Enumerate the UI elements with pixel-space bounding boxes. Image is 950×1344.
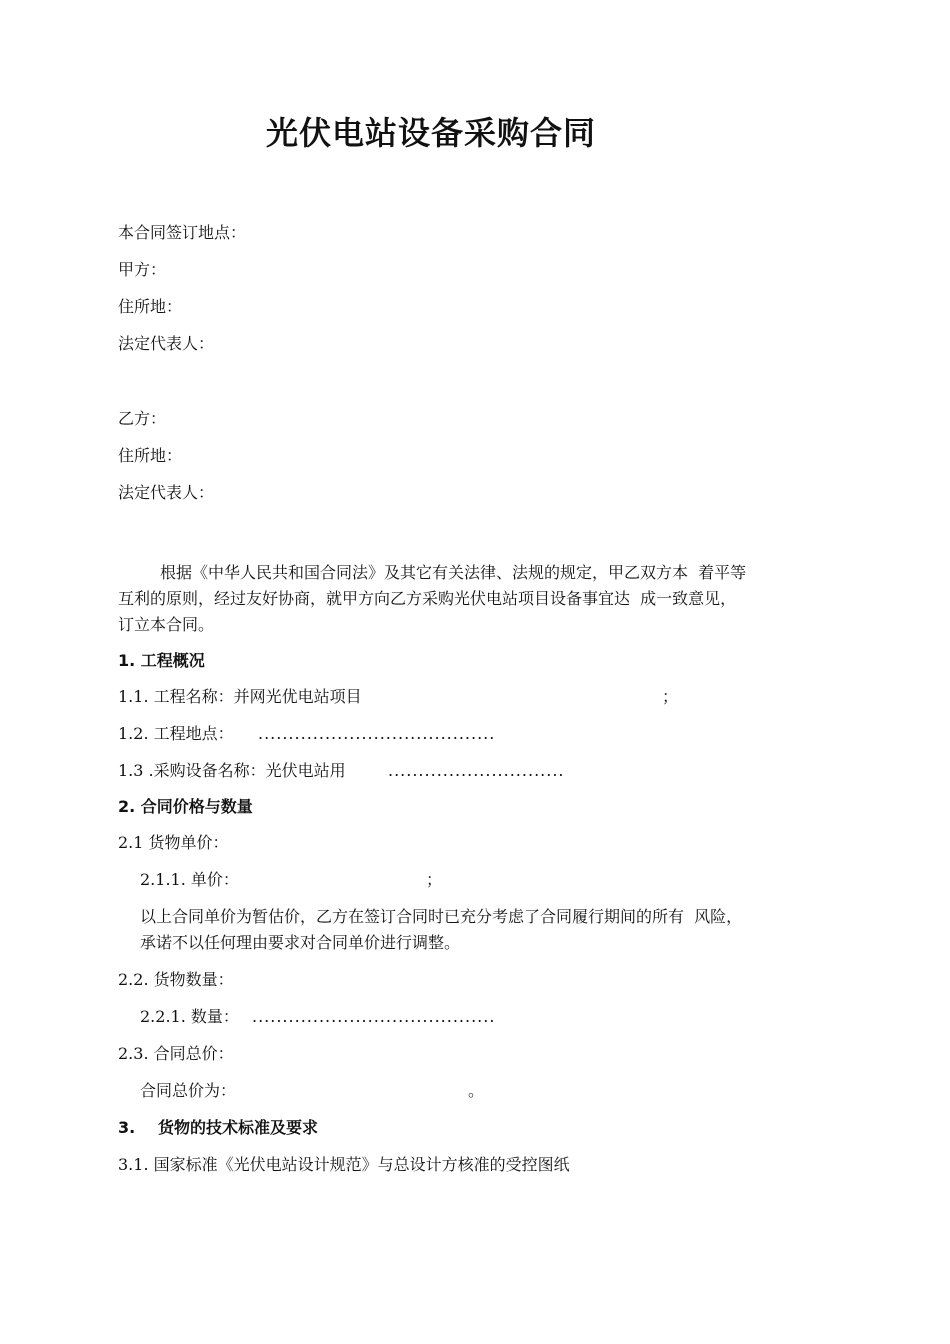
section-1-heading: 1. 工程概况 bbox=[118, 651, 205, 670]
party-a-label: 甲方： bbox=[118, 260, 167, 279]
party-b-address-label: 住所地： bbox=[118, 446, 183, 465]
document-title: 光伏电站设备采购合同 bbox=[266, 114, 597, 152]
total-price-heading: 2.3. 合同总价： bbox=[118, 1044, 234, 1063]
section-3-heading: 货物的技术标准及要求 bbox=[158, 1118, 319, 1137]
intro-line-1: 根据《中华人民共和国合同法》及其它有关法律、法规的规定，甲乙双方本 着平等 bbox=[160, 563, 747, 582]
total-price-label: 合同总价为： bbox=[140, 1081, 237, 1100]
equipment-name-label: 1.3 .采购设备名称：光伏电站用 bbox=[118, 761, 346, 780]
technical-standard-item: 3.1. 国家标准《光伏电站设计规范》与总设计方核准的受控图纸 bbox=[118, 1155, 570, 1174]
price-note-line-1: 以上合同单价为暂估价，乙方在签订合同时已充分考虑了合同履行期间的所有 风险， bbox=[140, 907, 743, 926]
price-note-line-2: 承诺不以任何理由要求对合同单价进行调整。 bbox=[140, 933, 461, 952]
party-b-representative-label: 法定代表人： bbox=[118, 483, 215, 502]
party-a-address-label: 住所地： bbox=[118, 297, 183, 316]
party-a-representative-label: 法定代表人： bbox=[118, 334, 215, 353]
total-price-end: 。 bbox=[468, 1081, 485, 1100]
quantity-dots: ........................................ bbox=[252, 1007, 496, 1026]
unit-price-label: 2.1.1. 单价： bbox=[140, 870, 239, 889]
intro-line-2: 互利的原则，经过友好协商，就甲方向乙方采购光伏电站项目设备事宜达 成一致意见， bbox=[118, 589, 737, 608]
project-location-label: 1.2. 工程地点： bbox=[118, 724, 234, 743]
section-2-heading: 2. 合同价格与数量 bbox=[118, 797, 253, 816]
project-location-dots: ....................................... bbox=[258, 724, 496, 743]
section-3-number: 3. bbox=[118, 1118, 136, 1137]
sign-place-label: 本合同签订地点： bbox=[118, 223, 247, 242]
unit-price-heading: 2.1 货物单价： bbox=[118, 833, 229, 852]
quantity-label: 2.2.1. 数量： bbox=[140, 1007, 239, 1026]
equipment-name-dots: ............................. bbox=[388, 761, 565, 780]
project-name-end: ； bbox=[662, 687, 679, 706]
project-name-field: 1.1. 工程名称：并网光优电站项目 bbox=[118, 687, 362, 706]
quantity-heading: 2.2. 货物数量： bbox=[118, 970, 234, 989]
unit-price-end: ； bbox=[426, 870, 443, 889]
intro-line-3: 订立本合同。 bbox=[118, 615, 215, 634]
party-b-label: 乙方： bbox=[118, 409, 167, 428]
